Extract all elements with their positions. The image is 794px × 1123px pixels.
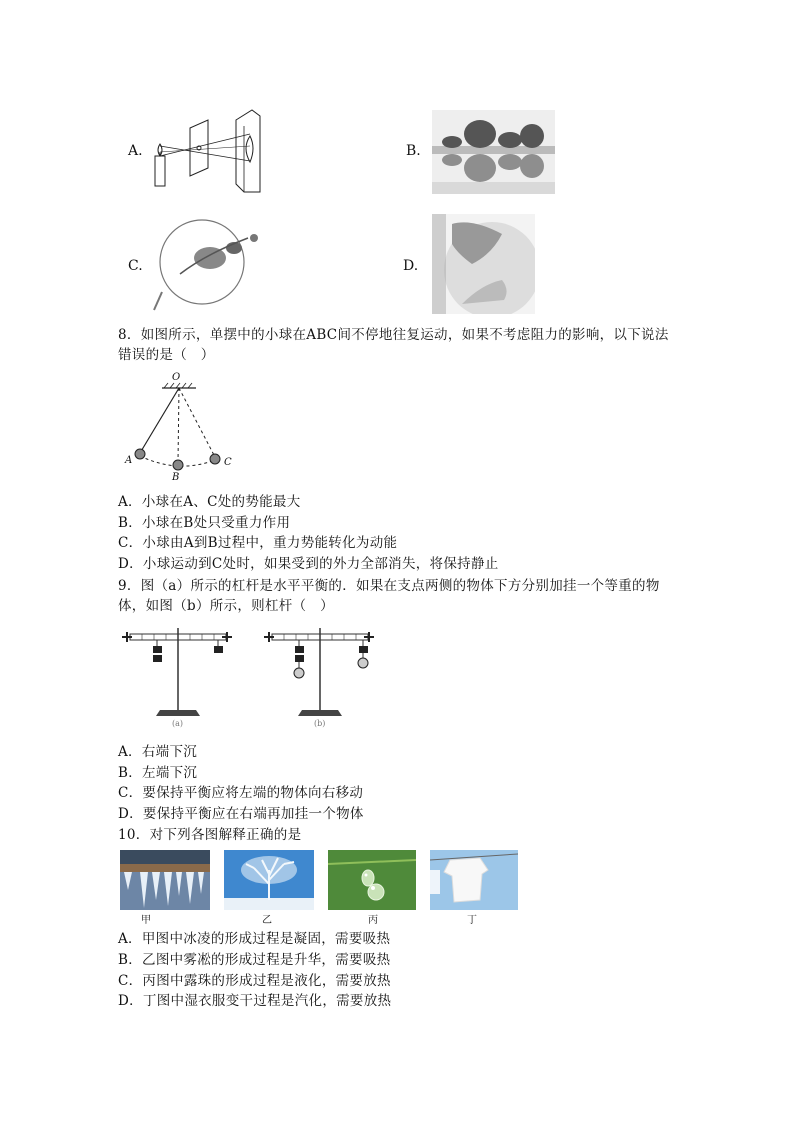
rime-tree-photo: [224, 850, 314, 910]
q10-option-c: C．丙图中露珠的形成过程是液化，需要放热: [118, 973, 391, 989]
q9-option-c: C．要保持平衡应将左端的物体向右移动: [118, 785, 364, 801]
photo-label-bing: 丙: [368, 915, 378, 926]
q8-stem-line1: 8．如图所示，单摆中的小球在ABC间不停地往复运动，如果不考虑阻力的影响，以下说法: [118, 327, 669, 343]
lever-figure-a: [120, 624, 235, 724]
q9-option-b: B．左端下沉: [118, 765, 198, 781]
pendulum-label-a: A: [125, 455, 133, 466]
q7-option-d-label: D.: [403, 258, 419, 274]
q10-option-d: D．丁图中湿衣服变干过程是汽化，需要放热: [118, 993, 392, 1009]
q9-option-d: D．要保持平衡应在右端再加挂一个物体: [118, 806, 364, 822]
q9-stem-line2: 体，如图（b）所示，则杠杆（ ）: [118, 598, 334, 614]
lever-caption-b: (b): [314, 719, 326, 728]
photo-label-jia: 甲: [141, 915, 151, 926]
q10-stem: 10．对下列各图解释正确的是: [118, 827, 302, 843]
pendulum-label-b: B: [172, 472, 180, 483]
drying-clothes-photo: [430, 850, 518, 910]
q10-option-a: A．甲图中冰凌的形成过程是凝固，需要吸热: [118, 931, 391, 947]
q7-option-a-label: A.: [128, 143, 143, 159]
q7-option-c-label: C.: [128, 258, 143, 274]
photo-label-yi: 乙: [262, 915, 272, 926]
q9-option-a: A．右端下沉: [118, 744, 198, 760]
pendulum-label-c: C: [224, 457, 232, 468]
pendulum-figure: [118, 370, 248, 490]
q8-option-b: B．小球在B处只受重力作用: [118, 515, 291, 531]
magnifier-figure: [150, 218, 265, 313]
lever-caption-a: (a): [172, 719, 184, 728]
q8-option-a: A．小球在A、C处的势能最大: [118, 494, 301, 510]
tree-reflection-photo: [432, 110, 555, 194]
hand-shadow-photo: [432, 214, 535, 314]
pendulum-label-o: O: [172, 372, 181, 383]
dew-drops-photo: [328, 850, 416, 910]
q8-stem-line2: 错误的是（ ）: [118, 347, 215, 363]
q7-option-b-label: B.: [406, 143, 421, 159]
q9-stem-line1: 9．图（a）所示的杠杆是水平平衡的．如果在支点两侧的物体下方分别加挂一个等重的物: [118, 578, 660, 594]
q8-option-c: C．小球由A到B过程中，重力势能转化为动能: [118, 535, 398, 551]
q10-option-b: B．乙图中雾凇的形成过程是升华，需要吸热: [118, 952, 391, 968]
camera-pinhole-figure: [150, 106, 265, 194]
q8-option-d: D．小球运动到C处时，如果受到的外力全部消失，将保持静止: [118, 556, 499, 572]
icicles-photo: [120, 850, 210, 910]
lever-figure-b: [262, 624, 377, 724]
photo-label-ding: 丁: [467, 915, 477, 926]
